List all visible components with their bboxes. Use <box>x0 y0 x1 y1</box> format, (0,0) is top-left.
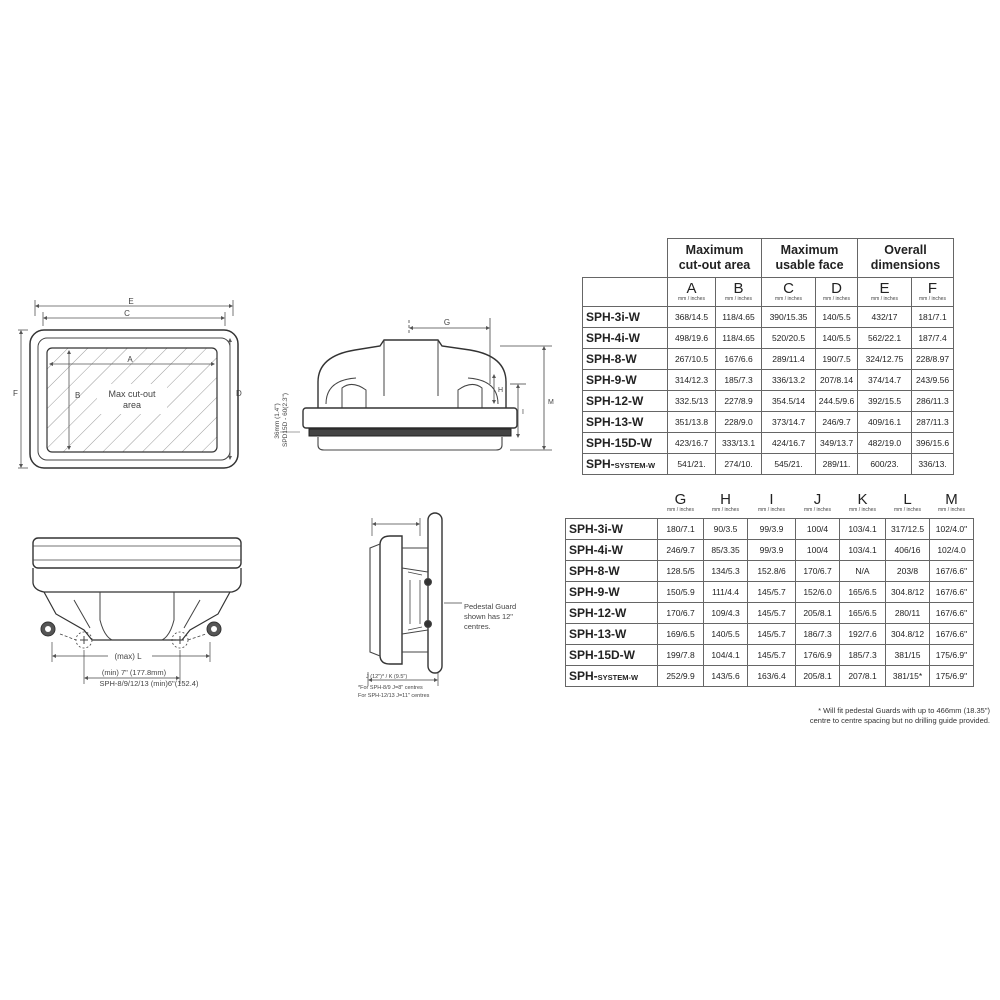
label-i: I <box>522 409 524 416</box>
model-name: SPH-13-W <box>566 624 658 645</box>
column-header-b: B mm / inches <box>716 278 762 307</box>
model-name: SPH-3i-W <box>583 307 668 328</box>
table-cell: 99/3.9 <box>748 519 796 540</box>
group-header-overall: Overall dimensions <box>858 239 954 278</box>
table-row <box>583 328 954 349</box>
model-name: SPH-15D-W <box>583 433 668 454</box>
table-cell: 167/6.6 <box>716 349 762 370</box>
table-cell: 333/13.1 <box>716 433 762 454</box>
table-cell: 163/6.4 <box>748 666 796 687</box>
column-header-e: E mm / inches <box>858 278 912 307</box>
label-c: C <box>124 309 130 318</box>
max-l-label: (max) L <box>114 652 142 661</box>
model-name: SPH-9-W <box>566 582 658 603</box>
table-cell: 498/19.6 <box>668 328 716 349</box>
table-cell: 175/6.9" <box>930 666 974 687</box>
jk-label: J (12")* / K (9.5") <box>366 674 408 680</box>
table-cell: 246/9.7 <box>816 412 858 433</box>
table-cell: 145/5.7 <box>748 582 796 603</box>
table-cell: 169/6.5 <box>658 624 704 645</box>
table-cell: 167/6.6" <box>930 624 974 645</box>
column-header-g: G mm / inches <box>667 491 694 513</box>
table-cell: 118/4.65 <box>716 307 762 328</box>
table-cell: 176/6.9 <box>796 645 840 666</box>
model-name: SPH-3i-W <box>566 519 658 540</box>
table-cell: 392/15.5 <box>858 391 912 412</box>
table-cell: 167/6.6" <box>930 582 974 603</box>
table-cell: 186/7.3 <box>796 624 840 645</box>
group-header-cutout: Maximum cut-out area <box>668 239 762 278</box>
dimensions-table-g-m <box>565 488 974 687</box>
table-cell: 228/8.97 <box>912 349 954 370</box>
table-cell: 185/7.3 <box>716 370 762 391</box>
table-cell: 354.5/14 <box>762 391 816 412</box>
table-cell: 351/13.8 <box>668 412 716 433</box>
column-header-h: H mm / inches <box>712 491 739 513</box>
model-name: SPH-13-W <box>583 412 668 433</box>
table-row <box>566 624 974 645</box>
table-cell: 102/4.0" <box>930 519 974 540</box>
table-row <box>583 307 954 328</box>
table-cell: 336/13.2 <box>762 370 816 391</box>
table-cell: 381/15 <box>886 645 930 666</box>
table-cell: 150/5.9 <box>658 582 704 603</box>
table-cell: 111/4.4 <box>704 582 748 603</box>
table-cell: 304.8/12 <box>886 624 930 645</box>
table-row <box>566 603 974 624</box>
table-cell: 85/3.35 <box>704 540 748 561</box>
table-row <box>583 454 954 475</box>
dimensions-table-ab-cf <box>582 238 954 475</box>
table-cell: 432/17 <box>858 307 912 328</box>
model-name: SPH-SYSTEM-W <box>566 666 658 687</box>
table-cell: 227/8.9 <box>716 391 762 412</box>
label-g: G <box>443 318 451 327</box>
table-cell: 243/9.56 <box>912 370 954 391</box>
table-cell: 205/8.1 <box>796 603 840 624</box>
table-cell: 140/5.5 <box>704 624 748 645</box>
label-b: B <box>75 391 81 400</box>
model-name: SPH-4i-W <box>566 540 658 561</box>
cutout-label-line1: Max cut-out <box>108 389 156 399</box>
footnote <box>760 706 990 726</box>
table-cell: 381/15* <box>886 666 930 687</box>
column-header-f: F mm / inches <box>912 278 954 307</box>
table-cell: 190/7.5 <box>816 349 858 370</box>
table-cell: 152.8/6 <box>748 561 796 582</box>
table-cell: 152/6.0 <box>796 582 840 603</box>
depth-label-line1: 36mm (1.4") <box>274 403 281 439</box>
table-cell: 170/6.7 <box>796 561 840 582</box>
table-cell: 185/7.3 <box>840 645 886 666</box>
table-cell: 324/12.75 <box>858 349 912 370</box>
guard-note-line2: For SPH-12/13 J=11" centres <box>358 693 430 699</box>
table-cell: 109/4.3 <box>704 603 748 624</box>
table-cell: 228/9.0 <box>716 412 762 433</box>
table-cell: 207/8.14 <box>816 370 858 391</box>
table-cell: 286/11.3 <box>912 391 954 412</box>
table-row <box>583 370 954 391</box>
table-cell: N/A <box>840 561 886 582</box>
table-row <box>566 540 974 561</box>
side-view-drawing <box>280 318 552 450</box>
table-cell: 140/5.5 <box>816 307 858 328</box>
table-cell: 187/7.4 <box>912 328 954 349</box>
min-7-label: (min) 7" (177.8mm) <box>101 668 167 677</box>
table-cell: 192/7.6 <box>840 624 886 645</box>
table-cell: 165/6.5 <box>840 603 886 624</box>
model-name: SPH-8-W <box>583 349 668 370</box>
table-cell: 252/9.9 <box>658 666 704 687</box>
guard-caption-line2: shown has 12" <box>464 612 513 621</box>
label-e: E <box>128 297 134 306</box>
table-cell: 181/7.1 <box>912 307 954 328</box>
cutout-label-line2: area <box>122 400 142 410</box>
table-cell: 424/16.7 <box>762 433 816 454</box>
label-h: H <box>498 387 504 394</box>
table-cell: 520/20.5 <box>762 328 816 349</box>
table-row <box>566 645 974 666</box>
label-f: F <box>13 389 18 398</box>
table-row <box>583 391 954 412</box>
table-cell: 145/5.7 <box>748 645 796 666</box>
table-cell: 368/14.5 <box>668 307 716 328</box>
table-cell: 349/13.7 <box>816 433 858 454</box>
pedestal-guard-drawing <box>368 513 462 686</box>
column-header-l: L mm / inches <box>894 491 921 513</box>
table-cell: 541/21. <box>668 454 716 475</box>
table-cell: 180/7.1 <box>658 519 704 540</box>
table-cell: 287/11.3 <box>912 412 954 433</box>
table-cell: 165/6.5 <box>840 582 886 603</box>
table-cell: 280/11 <box>886 603 930 624</box>
table-cell: 102/4.0 <box>930 540 974 561</box>
front-view-drawing <box>18 300 238 468</box>
table-row <box>566 666 974 687</box>
table-row <box>583 412 954 433</box>
table-cell: 545/21. <box>762 454 816 475</box>
table-cell: 103/4.1 <box>840 519 886 540</box>
model-name: SPH-SYSTEM-W <box>583 454 668 475</box>
table-cell: 167/6.6" <box>930 561 974 582</box>
table-row <box>566 582 974 603</box>
table-cell: 140/5.5 <box>816 328 858 349</box>
table-row <box>566 519 974 540</box>
table-cell: 423/16.7 <box>668 433 716 454</box>
table-row <box>566 561 974 582</box>
table-row <box>583 349 954 370</box>
group-header-usable-face: Maximum usable face <box>762 239 858 278</box>
table-cell: 600/23. <box>858 454 912 475</box>
table-cell: 134/5.3 <box>704 561 748 582</box>
table-cell: 90/3.5 <box>704 519 748 540</box>
label-a: A <box>127 355 133 364</box>
model-name: SPH-8-W <box>566 561 658 582</box>
guard-caption-line3: centres. <box>464 622 491 631</box>
model-name: SPH-12-W <box>583 391 668 412</box>
model-name: SPH-12-W <box>566 603 658 624</box>
table-cell: 244.5/9.6 <box>816 391 858 412</box>
table-cell: 118/4.65 <box>716 328 762 349</box>
table-cell: 175/6.9" <box>930 645 974 666</box>
table-cell: 100/4 <box>796 519 840 540</box>
column-header-k: K mm / inches <box>849 491 876 513</box>
table-cell: 246/9.7 <box>658 540 704 561</box>
table-cell: 390/15.35 <box>762 307 816 328</box>
model-name: SPH-15D-W <box>566 645 658 666</box>
footnote-line-2: centre to centre spacing but no drilling guide provided. <box>809 716 990 725</box>
table-cell: 482/19.0 <box>858 433 912 454</box>
table-cell: 199/7.8 <box>658 645 704 666</box>
table-cell: 317/12.5 <box>886 519 930 540</box>
table-cell: 203/8 <box>886 561 930 582</box>
table-cell: 143/5.6 <box>704 666 748 687</box>
label-d: D <box>236 389 242 398</box>
table-cell: 104/4.1 <box>704 645 748 666</box>
table-cell: 409/16.1 <box>858 412 912 433</box>
table-cell: 304.8/12 <box>886 582 930 603</box>
table-cell: 170/6.7 <box>658 603 704 624</box>
table-cell: 336/13. <box>912 454 954 475</box>
table-cell: 374/14.7 <box>858 370 912 391</box>
table-cell: 289/11. <box>816 454 858 475</box>
table-cell: 167/6.6" <box>930 603 974 624</box>
table-cell: 103/4.1 <box>840 540 886 561</box>
column-header-a: A mm / inches <box>668 278 716 307</box>
footnote-line-1: * Will fit pedestal Guards with up to 466mm (18.35") <box>818 706 990 715</box>
table-cell: 314/12.3 <box>668 370 716 391</box>
column-header-c: C mm / inches <box>762 278 816 307</box>
table-cell: 145/5.7 <box>748 603 796 624</box>
table-cell: 332.5/13 <box>668 391 716 412</box>
table-cell: 128.5/5 <box>658 561 704 582</box>
min-6-label: SPH-8/9/12/13 (min)6"(152.4) <box>99 679 199 688</box>
table-row <box>583 433 954 454</box>
depth-label-line2: SPD15D - 60(2.3") <box>282 393 289 447</box>
model-name: SPH-4i-W <box>583 328 668 349</box>
table-cell: 99/3.9 <box>748 540 796 561</box>
table-cell: 373/14.7 <box>762 412 816 433</box>
column-header-i: I mm / inches <box>758 491 785 513</box>
column-header-j: J mm / inches <box>804 491 831 513</box>
guard-note-line1: *For SPH-8/9 J=8" centres <box>358 685 423 691</box>
guard-caption-line1: Pedestal Guard <box>464 602 517 611</box>
table-cell: 289/11.4 <box>762 349 816 370</box>
table-cell: 145/5.7 <box>748 624 796 645</box>
table-cell: 406/16 <box>886 540 930 561</box>
column-header-m: M mm / inches <box>938 491 965 513</box>
table-cell: 205/8.1 <box>796 666 840 687</box>
table-cell: 100/4 <box>796 540 840 561</box>
rear-view-drawing <box>33 538 241 684</box>
table-cell: 267/10.5 <box>668 349 716 370</box>
table-cell: 396/15.6 <box>912 433 954 454</box>
model-name: SPH-9-W <box>583 370 668 391</box>
label-m: M <box>548 399 554 406</box>
table-cell: 274/10. <box>716 454 762 475</box>
column-header-d: D mm / inches <box>816 278 858 307</box>
table-cell: 562/22.1 <box>858 328 912 349</box>
table-cell: 207/8.1 <box>840 666 886 687</box>
